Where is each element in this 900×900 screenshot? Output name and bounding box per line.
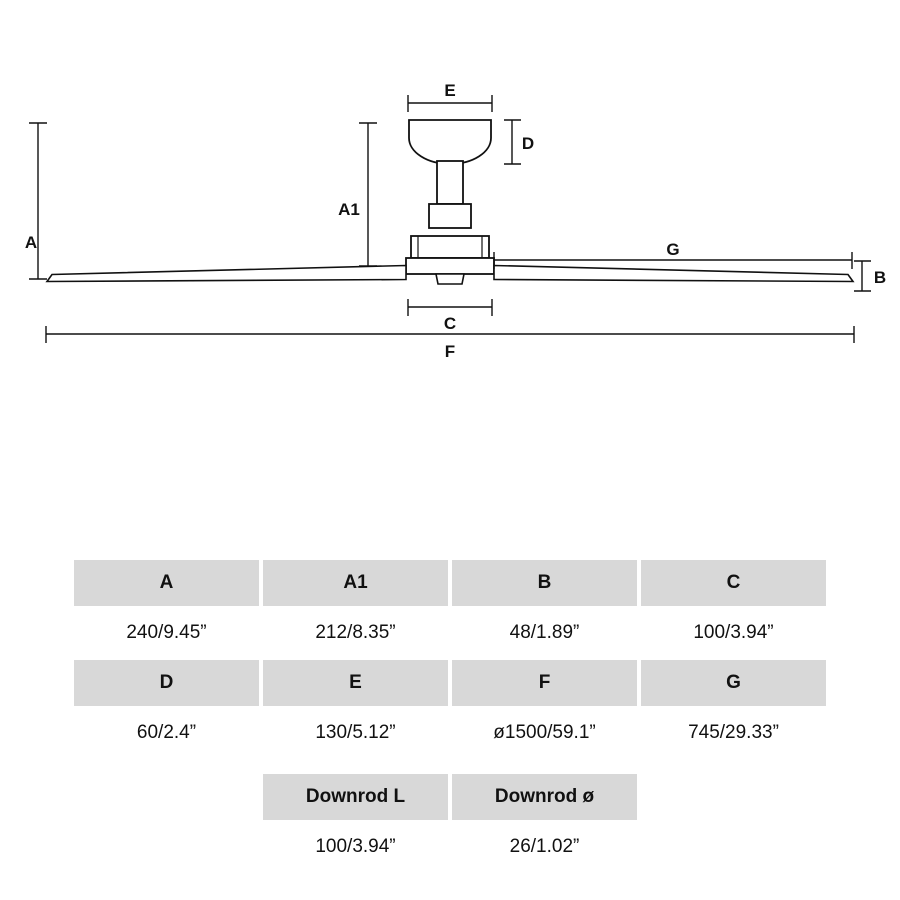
table-row [74,710,826,756]
table-value-B: 48/1.89” [452,610,637,656]
dimension-B [854,261,871,291]
table-value-E: 130/5.12” [263,710,448,756]
table-header-downrod-length: Downrod L [263,774,448,820]
table-header-D: D [74,660,259,706]
fan-bottom-cap [436,274,464,284]
table-value-downrod-length: 100/3.94” [263,824,448,870]
dimension-label-C: C [443,314,457,333]
main-dimension-table [70,556,830,760]
table-value-G: 745/29.33” [641,710,826,756]
table-row [74,660,826,706]
table-header-F: F [452,660,637,706]
table-header-G: G [641,660,826,706]
table-header-A: A [74,560,259,606]
downrod-table-wrapper [0,770,900,874]
dimension-label-A: A [24,233,38,252]
table-header-C: C [641,560,826,606]
dimension-label-F: F [444,342,456,361]
table-value-A: 240/9.45” [74,610,259,656]
dimension-D [504,120,521,164]
table-value-C: 100/3.94” [641,610,826,656]
table-value-A1: 212/8.35” [263,610,448,656]
fan-canopy [409,120,491,164]
downrod-table [259,770,641,874]
table-value-downrod-diameter: 26/1.02” [452,824,637,870]
table-value-D: 60/2.4” [74,710,259,756]
table-row [263,824,637,870]
dimension-A [29,123,47,279]
fan-blade-right [494,266,853,282]
fan-blade-left [47,266,406,282]
dimension-label-G: G [666,240,680,259]
table-value-F: ø1500/59.1” [452,710,637,756]
fan-motor-coupling [429,204,471,228]
dimension-label-A1: A1 [338,200,360,219]
dimension-A1 [359,123,377,266]
table-header-B: B [452,560,637,606]
dimension-label-B: B [873,268,887,287]
table-header-E: E [263,660,448,706]
table-row [74,560,826,606]
table-header-downrod-diameter: Downrod ø [452,774,637,820]
table-header-A1: A1 [263,560,448,606]
fan-downrod [437,161,463,204]
dimension-label-D: D [521,134,535,153]
dimension-label-E: E [444,81,456,100]
table-row [74,610,826,656]
fan-motor-housing [406,236,494,274]
table-row [263,774,637,820]
specification-table [0,556,900,874]
